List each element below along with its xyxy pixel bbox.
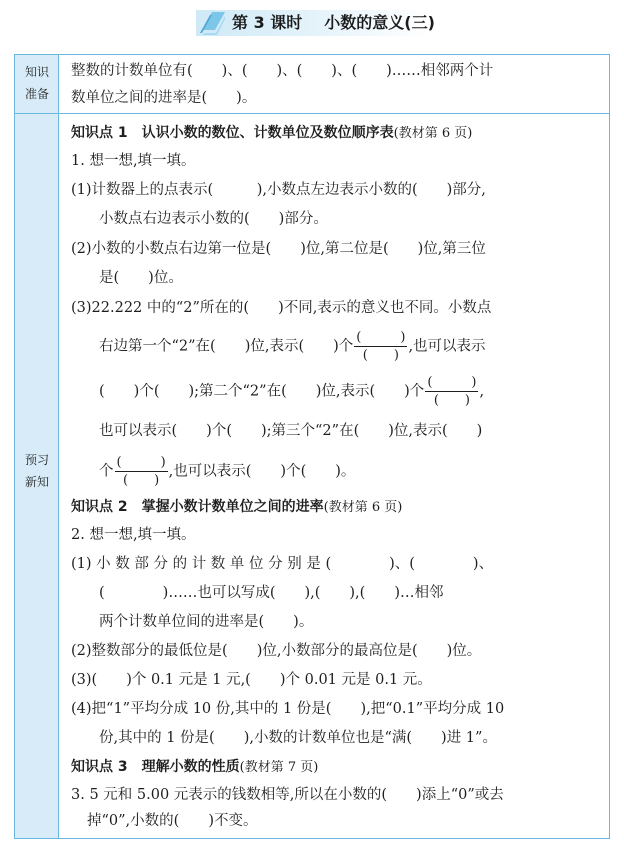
lesson-topic: 小数的意义(三) (324, 13, 435, 32)
knowledge-point-2-title: 知识点 2 掌握小数计数单位之间的进率(教材第 6 页) (71, 499, 403, 515)
q2-1-line-3: 两个计数单位间的进率是( )。 (99, 614, 314, 630)
q2-3: (3)( )个 0.1 元是 1 元,( )个 0.01 元是 0.1 元。 (71, 672, 432, 688)
q1-3-line-4: 也可以表示( )个( );第三个“2”在( )位,表示( ) (99, 423, 483, 439)
question-1-title: 1. 想一想,填一填。 (71, 153, 196, 169)
q1-2-line-2: 是( )位。 (99, 270, 183, 286)
q1-3-line-1: (3)22.222 中的“2”所在的( )不同,表示的意义也不同。小数点 (71, 300, 492, 316)
page-title (232, 10, 435, 36)
q1-1-line-2: 小数点右边表示小数的( )部分。 (99, 211, 328, 227)
fraction-blank: $\frac{( )}{( )}$ (427, 375, 477, 408)
section-label-preview: 预习 新知 (24, 453, 49, 489)
q1-3-line-5: 个 $\frac{( )}{( )}$ ,也可以表示( )个( )。 (99, 455, 356, 488)
worksheet-table (14, 54, 610, 839)
q1-3-line-2: 右边第一个“2”在( )位,表示( )个 $\frac{( )}{( )}$ ,也可以表示 (99, 330, 486, 363)
lesson-number: 第 3 课时 (232, 13, 303, 32)
prep-line-1: 整数的计数单位有( )、( )、( )、( )……相邻两个计 (71, 63, 494, 79)
prep-line-2: 数单位之间的进率是( )。 (71, 90, 257, 106)
knowledge-point-3-title: 知识点 3 理解小数的性质(教材第 7 页) (71, 759, 319, 775)
question-2-title: 2. 想一想,填一填。 (71, 527, 196, 543)
q2-4-line-2: 份,其中的 1 份是( ),小数的计数单位也是“满( )进 1”。 (99, 730, 497, 746)
q1-1-line-1: (1)计数器上的点表示( ),小数点左边表示小数的( )部分, (71, 182, 486, 198)
q1-3-line-3: ( )个( );第二个“2”在( )位,表示( )个 $\frac{( )}{( )}$ , (99, 375, 485, 408)
fraction-blank: $\frac{( )}{( )}$ (356, 330, 406, 363)
section-label-column (15, 55, 59, 838)
q3-line-1: 3. 5 元和 5.00 元表示的钱数相等,所以在小数的( )添上“0”或去 (71, 787, 504, 803)
q1-2-line-1: (2)小数的小数点右边第一位是( )位,第二位是( )位,第三位 (71, 241, 486, 257)
q2-4-line-1: (4)把“1”平均分成 10 份,其中的 1 份是( ),把“0.1”平均分成 10 (71, 701, 505, 717)
book-logo-icon (198, 8, 228, 36)
q2-2: (2)整数部分的最低位是( )位,小数部分的最高位是( )位。 (71, 643, 482, 659)
section-label-prep: 知识 准备 (24, 65, 49, 101)
lesson-header (0, 0, 624, 44)
q2-1-line-1: (1) 小 数 部 分 的 计 数 单 位 分 别 是 ( )、( )、 (71, 556, 494, 572)
knowledge-point-1-title: 知识点 1 认识小数的数位、计数单位及数位顺序表(教材第 6 页) (71, 125, 473, 141)
fraction-blank: $\frac{( )}{( )}$ (116, 455, 166, 488)
q3-line-2: 掉“0”,小数的( )不变。 (87, 813, 258, 829)
row-divider (15, 113, 609, 114)
q2-1-line-2: ( )……也可以写成( ),( ),( )…相邻 (99, 585, 444, 601)
